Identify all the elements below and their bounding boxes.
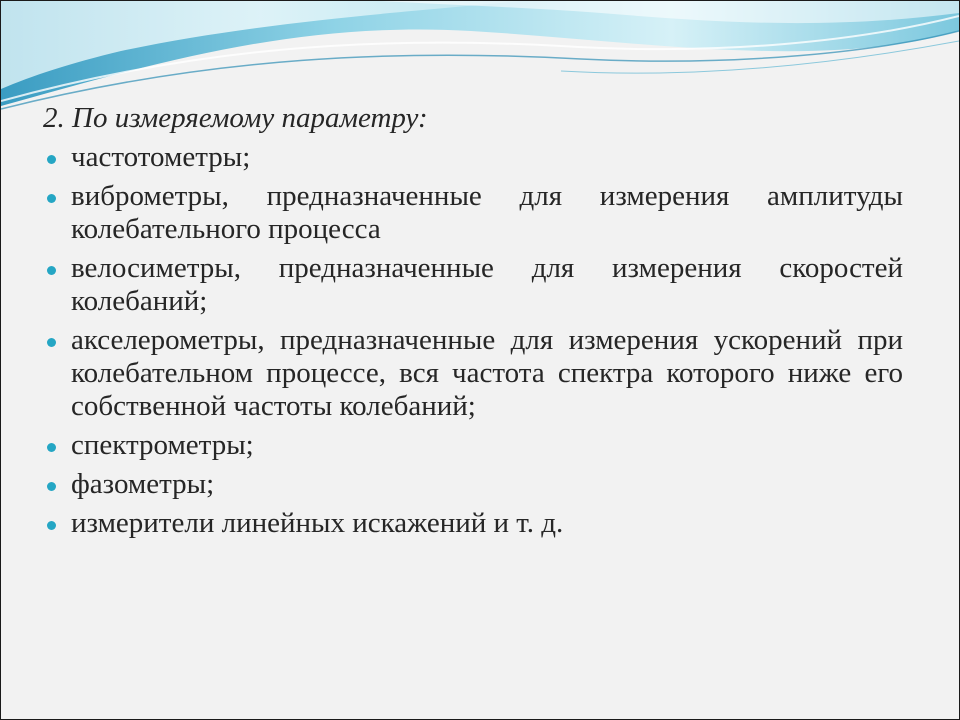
bullet-dot-icon (47, 443, 56, 452)
bullet-item-4 (43, 324, 903, 423)
bullet-text: фазометры; (71, 468, 215, 500)
bullet-dot-icon (47, 194, 56, 203)
bullet-dot-icon (47, 266, 56, 275)
bullet-text: акселерометры, предназначенные для измерения ускорений при колебательном процессе, вся частота спектра которого ниже его собственной частоты колебаний; (71, 324, 903, 422)
bullet-item-3 (43, 252, 903, 318)
bullet-item-1 (43, 141, 903, 174)
bullet-text: измерители линейных искажений и т. д. (71, 507, 564, 539)
bullet-dot-icon (47, 155, 56, 164)
slide-heading: 2. По измеряемому параметру: (43, 102, 428, 134)
bullet-dot-icon (47, 482, 56, 491)
bullet-text: спектрометры; (71, 429, 254, 461)
bullet-item-2 (43, 180, 903, 246)
bullet-item-5 (43, 429, 903, 462)
bullet-item-7 (43, 507, 903, 540)
bullet-dot-icon (47, 338, 56, 347)
bullet-item-6 (43, 468, 903, 501)
bullet-text: велосиметры, предназначенные для измерения скоростей колебаний; (71, 252, 903, 317)
content-area (43, 101, 903, 546)
bullet-text: частотометры; (71, 141, 251, 173)
bullet-list (43, 141, 903, 540)
bullet-text: виброметры, предназначенные для измерения амплитуды колебательного процесса (71, 180, 903, 245)
bullet-dot-icon (47, 521, 56, 530)
